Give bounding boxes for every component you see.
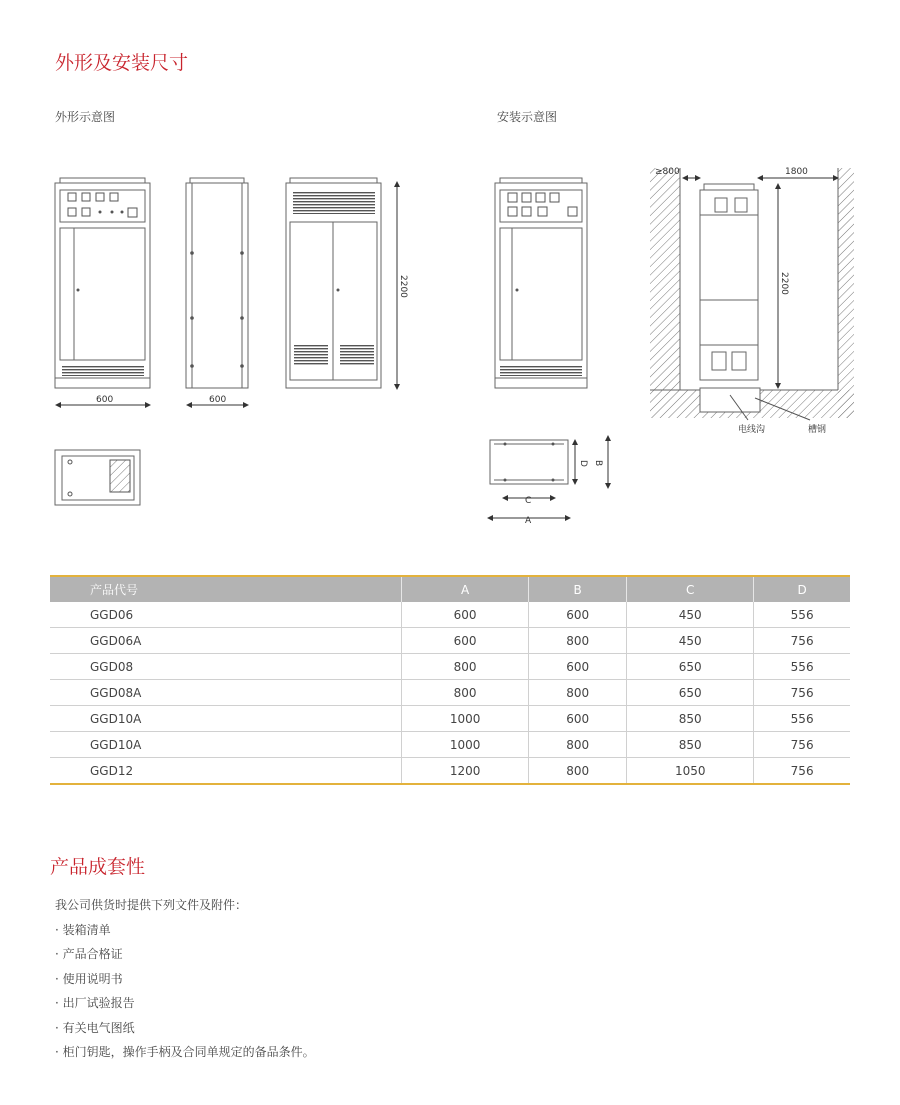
table-row (50, 706, 850, 732)
table-header-row (50, 576, 850, 602)
cabinet-drawings (0, 0, 900, 540)
cell-C: 850 (627, 732, 754, 758)
dim-height: 2200 (398, 275, 408, 298)
cell-D: 556 (754, 706, 850, 732)
dim-wall-distance: 1800 (785, 167, 808, 177)
cell-A: 1000 (402, 732, 529, 758)
list-item: · 柜门钥匙，操作手柄及合同单规定的备品条件。 (55, 1045, 315, 1059)
cell-code: GGD10A (50, 732, 402, 758)
cell-code: GGD08A (50, 680, 402, 706)
header-A: A (402, 576, 529, 602)
cell-C: 450 (627, 602, 754, 628)
dim-front-width: 600 (96, 395, 114, 405)
label-cable-trench: 电线沟 (738, 425, 766, 435)
cell-C: 650 (627, 654, 754, 680)
dim-install-height: 2200 (779, 272, 789, 295)
spec-table (50, 575, 850, 785)
cell-D: 756 (754, 628, 850, 654)
dim-side-width: 600 (209, 395, 227, 405)
header-product-code: 产品代号 (50, 576, 402, 602)
table-row (50, 654, 850, 680)
cell-B: 600 (529, 706, 627, 732)
dim-A: A (525, 516, 532, 526)
cell-A: 600 (402, 628, 529, 654)
cell-B: 800 (529, 732, 627, 758)
cell-C: 850 (627, 706, 754, 732)
cell-D: 556 (754, 654, 850, 680)
install-base-plan (490, 440, 568, 484)
cell-A: 1200 (402, 758, 529, 785)
cell-B: 800 (529, 758, 627, 785)
install-diagram-label: 安装示意图 (497, 110, 558, 124)
cell-C: 650 (627, 680, 754, 706)
cell-A: 1000 (402, 706, 529, 732)
cell-C: 450 (627, 628, 754, 654)
label-channel-steel: 槽钢 (808, 425, 827, 435)
deliverables-list (55, 893, 315, 1065)
cell-B: 600 (529, 602, 627, 628)
table-row (50, 628, 850, 654)
list-item: · 有关电气图纸 (55, 1020, 135, 1035)
base-plan-view (55, 450, 140, 505)
cell-code: GGD06A (50, 628, 402, 654)
dim-D: D (578, 460, 588, 467)
cell-D: 756 (754, 758, 850, 785)
table-row (50, 758, 850, 785)
cell-code: GGD10A (50, 706, 402, 732)
dim-C: C (525, 496, 532, 506)
table-row (50, 602, 850, 628)
front-view-cabinet (55, 178, 150, 388)
cell-A: 600 (402, 602, 529, 628)
cell-C: 1050 (627, 758, 754, 785)
cell-B: 800 (529, 680, 627, 706)
cell-code: GGD12 (50, 758, 402, 785)
section-title-completeness: 产品成套性 (50, 856, 146, 878)
rear-view-cabinet (286, 178, 381, 388)
cell-D: 756 (754, 732, 850, 758)
install-section-view (650, 168, 854, 420)
cell-B: 600 (529, 654, 627, 680)
list-item: · 装箱清单 (55, 922, 111, 937)
cell-code: GGD06 (50, 602, 402, 628)
cell-A: 800 (402, 654, 529, 680)
section-title-dimensions: 外形及安装尺寸 (55, 52, 189, 74)
list-item: · 出厂试验报告 (55, 996, 135, 1010)
cell-B: 800 (529, 628, 627, 654)
list-item: · 产品合格证 (55, 947, 123, 961)
cell-A: 800 (402, 680, 529, 706)
side-view-cabinet (186, 178, 248, 388)
header-D: D (754, 576, 850, 602)
table-row (50, 680, 850, 706)
cell-D: 756 (754, 680, 850, 706)
header-C: C (627, 576, 754, 602)
header-B: B (529, 576, 627, 602)
table-row (50, 732, 850, 758)
list-intro: 我公司供货时提供下列文件及附件： (55, 898, 248, 912)
cell-code: GGD08 (50, 654, 402, 680)
dim-B: B (593, 460, 603, 467)
cell-D: 556 (754, 602, 850, 628)
outline-diagram-label: 外形示意图 (55, 110, 116, 124)
dim-min-clearance: ≥800 (655, 167, 680, 177)
install-front-cabinet (495, 178, 587, 388)
list-item: · 使用说明书 (55, 971, 123, 986)
